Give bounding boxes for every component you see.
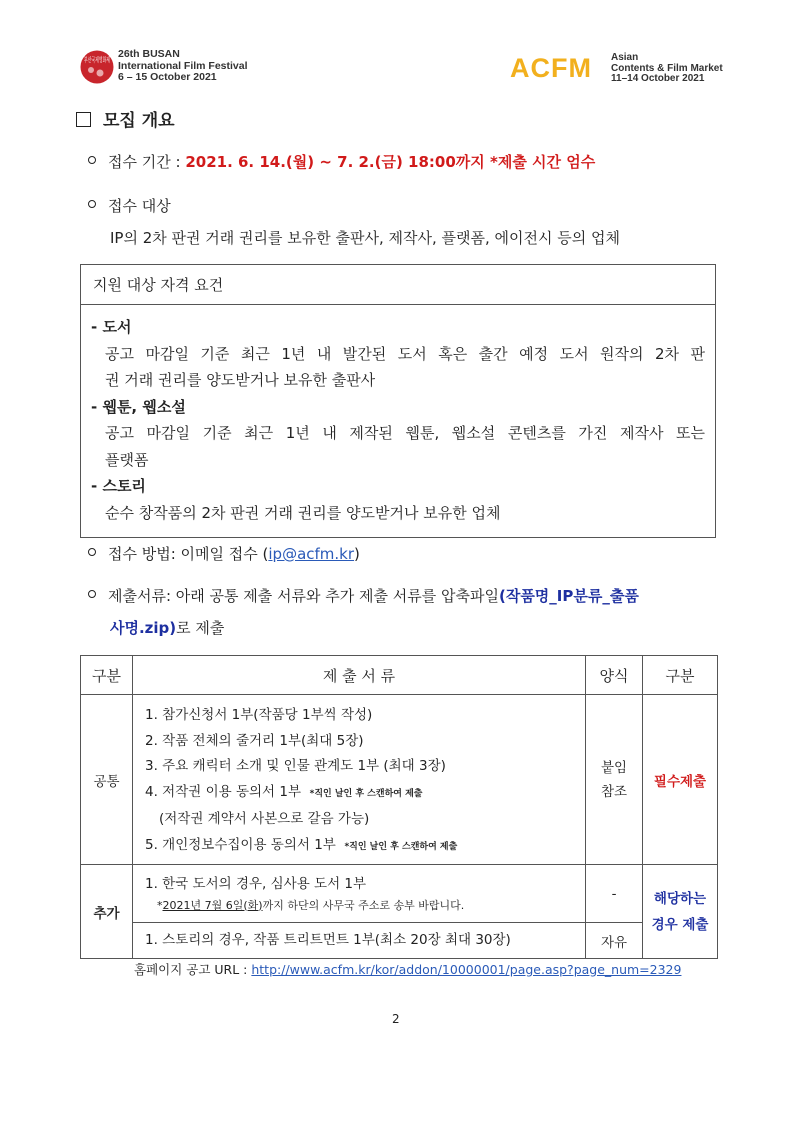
reception-method-label: 접수 방법: 이메일 접수 ( [108, 545, 269, 563]
table-header: 구분 [81, 656, 133, 695]
additional-form: - [586, 865, 643, 923]
circle-bullet-icon [88, 200, 96, 208]
list-item: (저작권 계약서 사본으로 갈음 가능) [159, 811, 370, 827]
reception-method-suffix: ) [354, 545, 360, 563]
requirement-desc: 권 거래 권리를 양도받거나 보유한 출판사 [105, 371, 376, 389]
row-label-common: 공통 [81, 695, 133, 865]
homepage-url [134, 960, 681, 978]
biff-line1: 26th BUSAN [118, 48, 180, 60]
form-line: 붙임 [600, 759, 628, 776]
requirement-desc: 순수 창작품의 2차 판권 거래 권리를 양도받거나 보유한 업체 [105, 503, 501, 522]
reception-method [88, 543, 360, 564]
type-line: 해당하는 [653, 890, 707, 907]
requirement-desc: 공고 마감일 기준 최근 1년 내 제작된 웹툰, 웹소설 콘텐츠를 가진 제작사 또는 [105, 424, 705, 442]
reception-period-value: 2021. 6. 14.(월) ~ 7. 2.(금) 18:00까지 *제출 시간 엄수 [185, 153, 596, 171]
acfm-market-text [611, 53, 723, 85]
list-item [145, 833, 575, 861]
delivery-note [145, 895, 575, 917]
circle-bullet-icon [88, 590, 96, 598]
additional-type [643, 865, 718, 959]
section-title [76, 106, 175, 131]
common-form [586, 695, 643, 865]
biff-line3: 6 – 15 October 2021 [118, 71, 217, 83]
requirements-box [80, 264, 716, 538]
table-header: 제 출 서 류 [133, 656, 586, 695]
reception-target-label: 접수 대상 [108, 197, 171, 215]
form-line: 참조 [600, 783, 628, 800]
section-title-text: 모집 개요 [103, 111, 175, 131]
page-number: 2 [392, 1012, 400, 1026]
requirements-body [91, 314, 705, 526]
reception-period [88, 151, 595, 172]
documents-line1 [88, 585, 639, 606]
note-suffix: 까지 하단의 사무국 주소로 송부 바랍니다. [262, 898, 465, 912]
homepage-url-link[interactable]: http://www.acfm.kr/kor/addon/10000001/page.asp?page_num=2329 [251, 962, 682, 977]
requirements-title: 지원 대상 자격 요건 [81, 265, 715, 305]
square-icon [76, 112, 91, 127]
documents-line2 [110, 617, 224, 638]
email-link[interactable]: ip@acfm.kr [268, 545, 355, 563]
table-row [81, 695, 718, 865]
list-item: 1. 참가신청서 1부(작품당 1부씩 작성) [145, 707, 373, 723]
acfm-line1: Asian [611, 52, 639, 63]
table-header: 양식 [586, 656, 643, 695]
homepage-url-label: 홈페이지 공고 URL : [134, 962, 252, 977]
requirement-category: - 스토리 [91, 477, 146, 495]
documents-label: 제출서류: 아래 공통 제출 서류와 추가 제출 서류를 압축파일 [108, 587, 499, 605]
table-header: 구분 [643, 656, 718, 695]
requirement-category: - 도서 [91, 318, 132, 336]
biff-logo [80, 50, 132, 84]
common-documents [133, 695, 586, 865]
additional-documents [133, 865, 586, 923]
row-label-additional: 추가 [81, 865, 133, 959]
biff-line2: International Film Festival [118, 59, 248, 72]
acfm-line2: Contents & Film Market [611, 62, 723, 74]
documents-suffix: 로 제출 [176, 619, 225, 637]
biff-logo-text: 부산국제영화제 [84, 56, 132, 64]
list-item-text: 5. 개인정보수집이용 동의서 1부 [145, 836, 336, 853]
stamp-note: *직인 날인 후 스캔하여 제출 [309, 788, 423, 799]
documents-filename-part2: 사명.zip) [110, 619, 177, 637]
reception-target-text: IP의 2차 판권 거래 권리를 보유한 출판사, 제작사, 플랫폼, 에이전시 등의 업체 [110, 229, 620, 247]
additional-form: 자유 [586, 923, 643, 959]
documents-table [80, 655, 718, 959]
list-item: 2. 작품 전체의 줄거리 1부(최대 5장) [145, 732, 364, 749]
requirement-desc: 공고 마감일 기준 최근 1년 내 발간된 도서 혹은 출간 예정 도서 원작의 2차 판 [105, 344, 705, 363]
list-item-text: 4. 저작권 이용 동의서 1부 [145, 783, 302, 800]
list-item: 1. 한국 도서의 경우, 심사용 도서 1부 [145, 875, 367, 892]
list-item: 1. 스토리의 경우, 작품 트리트먼트 1부(최소 20장 최대 30장) [133, 923, 586, 959]
requirement-category: - 웹툰, 웹소설 [91, 397, 186, 416]
list-item: 3. 주요 캐릭터 소개 및 인물 관계도 1부 (최대 3장) [145, 758, 446, 774]
acfm-logo: ACFM [510, 53, 592, 83]
stamp-note: *직인 날인 후 스캔하여 제출 [344, 841, 458, 852]
circle-bullet-icon [88, 548, 96, 556]
acfm-line3: 11–14 October 2021 [611, 73, 705, 84]
delivery-date: 2021년 7월 6일(화) [162, 898, 263, 912]
reception-target [88, 195, 171, 216]
table-row [81, 923, 718, 959]
reception-period-label: 접수 기간 : [108, 153, 186, 171]
documents-filename-part1: (작품명_IP분류_출품 [498, 587, 639, 605]
biff-festival-text [118, 49, 248, 84]
list-item [145, 780, 575, 808]
table-row [81, 865, 718, 923]
table-header-row [81, 656, 718, 695]
note-prefix: * [157, 898, 163, 912]
requirement-desc: 플랫폼 [105, 450, 149, 469]
circle-bullet-icon [88, 156, 96, 164]
type-line: 경우 제출 [651, 916, 709, 933]
common-type: 필수제출 [643, 695, 718, 865]
